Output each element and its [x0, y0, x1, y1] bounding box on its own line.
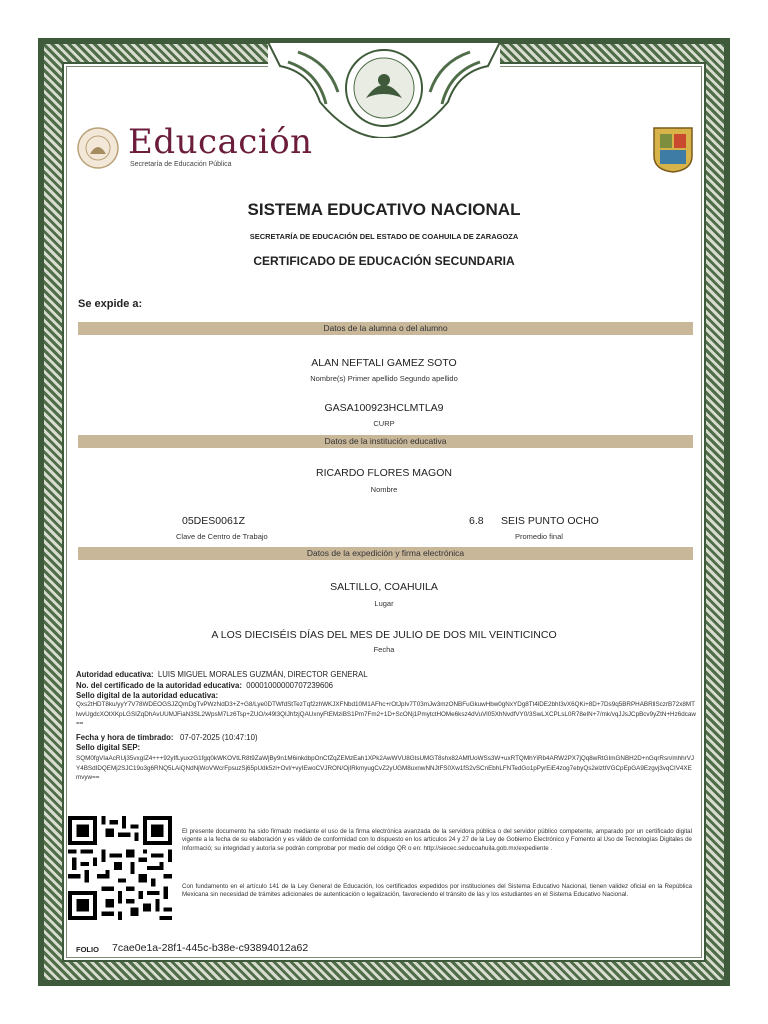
folio-value: 7cae0e1a-28f1-445c-b38e-c93894012a62	[112, 942, 309, 954]
authority-label: Autoridad educativa:	[76, 670, 154, 679]
curp-caption: CURP	[373, 419, 395, 428]
school-name-caption: Nombre	[370, 485, 398, 494]
issued-to-label: Se expide a:	[78, 298, 143, 310]
cert-number-label: No. del certificado de la autoridad educativa:	[76, 681, 242, 690]
qr-code-icon[interactable]	[68, 816, 172, 920]
student-curp: GASA100923HCLMTLA9	[324, 402, 444, 414]
sep-seal-label: Sello digital SEP:	[76, 743, 141, 752]
grade-number: 6.8	[469, 515, 484, 527]
issue-date: A LOS DIECISÉIS DÍAS DEL MES DE JULIO DE DOS MIL VEINTICINCO	[211, 629, 557, 641]
stamp-line	[76, 733, 696, 743]
authority-value: LUIS MIGUEL MORALES GUZMÁN, DIRECTOR GENERAL	[157, 670, 368, 679]
grade-caption: Promedio final	[515, 532, 563, 541]
cert-number-value: 00001000000707239606	[246, 681, 334, 690]
certificate-title: CERTIFICADO DE EDUCACIÓN SECUNDARIA	[253, 254, 515, 268]
title-subtitle: SECRETARÍA DE EDUCACIÓN DEL ESTADO DE COAHUILA DE ZARAGOZA	[249, 232, 519, 241]
school-name: RICARDO FLORES MAGON	[316, 467, 452, 479]
education-logo-text: Educación	[128, 122, 313, 162]
digital-seal-label: Sello digital de la autoridad educativa:	[76, 691, 219, 700]
coahuila-shield-icon	[652, 126, 694, 174]
place-caption: Lugar	[374, 599, 394, 608]
folio-label: FOLIO	[76, 945, 99, 954]
cct-caption: Clave de Centro de Trabajo	[176, 532, 268, 541]
grade-text: SEIS PUNTO OCHO	[501, 515, 599, 527]
school-section-header: Datos de la institución educativa	[78, 435, 693, 448]
student-name-caption: Nombre(s) Primer apellido Segundo apellido	[310, 374, 458, 383]
issue-place: SALTILLO, COAHUILA	[330, 581, 438, 593]
student-name: ALAN NEFTALI GAMEZ SOTO	[311, 357, 457, 369]
sep-digital-seal: SQM0fgVIaAcRUj35vxgIZ4+++92yIfLyuxzG1fgq0kWKOVtLR8t9ZaWjBy9n1M6inkdbpOnCfZqZEMzEah1XPk2AwWVU8GtsUMGT8shx82AMfUoWSs3W+uxRTQMhYiRb4ARW2PX7jQq8wRtGImGNBH2D+nGqrRsn/mhhrVJY4BSdIDQEMj2SJC19o3g6RNQ5LAiQNdNjWoVWcrFpsuzSj65pUdk5zl+Ovl/+vyIEwoCVJRON/OjIRkmyugCvZ2yUGM8uxnwNNJtFS0Xw1fS2vSCnEbhLFNTedGo1pPyrEiE4zog7ebyQs2elzttVGCpEpGA9Ezgvj3vqCIV4XEmvyw==	[76, 755, 695, 782]
date-caption: Fecha	[373, 645, 395, 654]
stamp-value: 07-07-2025 (10:47:10)	[179, 733, 258, 742]
stamp-label: Fecha y hora de timbrado:	[76, 733, 174, 742]
sep-emblem-icon	[76, 126, 120, 170]
sep-seal-label-line	[76, 743, 696, 753]
title-main: SISTEMA EDUCATIVO NACIONAL	[247, 200, 521, 219]
issue-section-header: Datos de la expedición y firma electrónica	[78, 547, 693, 560]
logo-subtitle: Secretaría de Educación Pública	[130, 161, 232, 168]
student-section-header: Datos de la alumna o del alumno	[78, 322, 693, 335]
cert-number-line	[76, 681, 696, 691]
authority-digital-seal: Qxs2tHDT8ku/yyY7V78WDEOGSJZQmDgTvPWzNdD3+Z+G8/Lye0DTWfdStTezTqf2zhWKJXFNbd10M1AFhc+rOtJpIv7T03mJw3mzONBFuGkuwHbw0gNxYDg8Tt4lDE2bhI3vX6QKi+8D+7Ds9q5BRPHABRllSczrB72x8MTlwvUgdcXOtXKpLGSIZqDhAvUUMJFiaN3SL2WpsM7Lz6Tsp+ZUO/x49l3QIJhfzjQAUxnyFtEMziBS1Pm7Fm2+1D+ScONj1PmytctHOMe6ksz4dVuVl05XhNvdfVY0/3SwLXCPLsL0R78eIN+7/mk/vqJJsJCpBcv9yZtN+Hz6dcaw==	[76, 701, 696, 728]
school-cct: 05DES0061Z	[182, 515, 246, 527]
legal-text-validity: Con fundamento en el artículo 141 de la Ley General de Educación, los certificados expedidos por instituciones del Sistema Educativo Nacional, tienen validez oficial en la República Mexicana sin necesidad de trámites adicionales de autenticación o legalización, favoreciendo el tránsito de las y los estudiantes en el Sistema Educativo Nacional.	[182, 883, 692, 899]
authority-line	[76, 670, 696, 680]
legal-text-signature: El presente documento ha sido firmado mediante el uso de la firma electrónica avanzada de la servidora pública o del servidor público competente, amparado por un certificado digital vigente a la fecha de su elaboración y es válido de conformidad con lo dispuesto en los artículos 24 y 27 de la Ley de Gobierno Electrónico y Fomento al Uso de Tecnologías Digitales de Informació; su integridad y autoría se podrán comprobar por medio del código QR o en: http://siecec.seducoahuila.gob.mx/expediente .	[182, 828, 692, 852]
